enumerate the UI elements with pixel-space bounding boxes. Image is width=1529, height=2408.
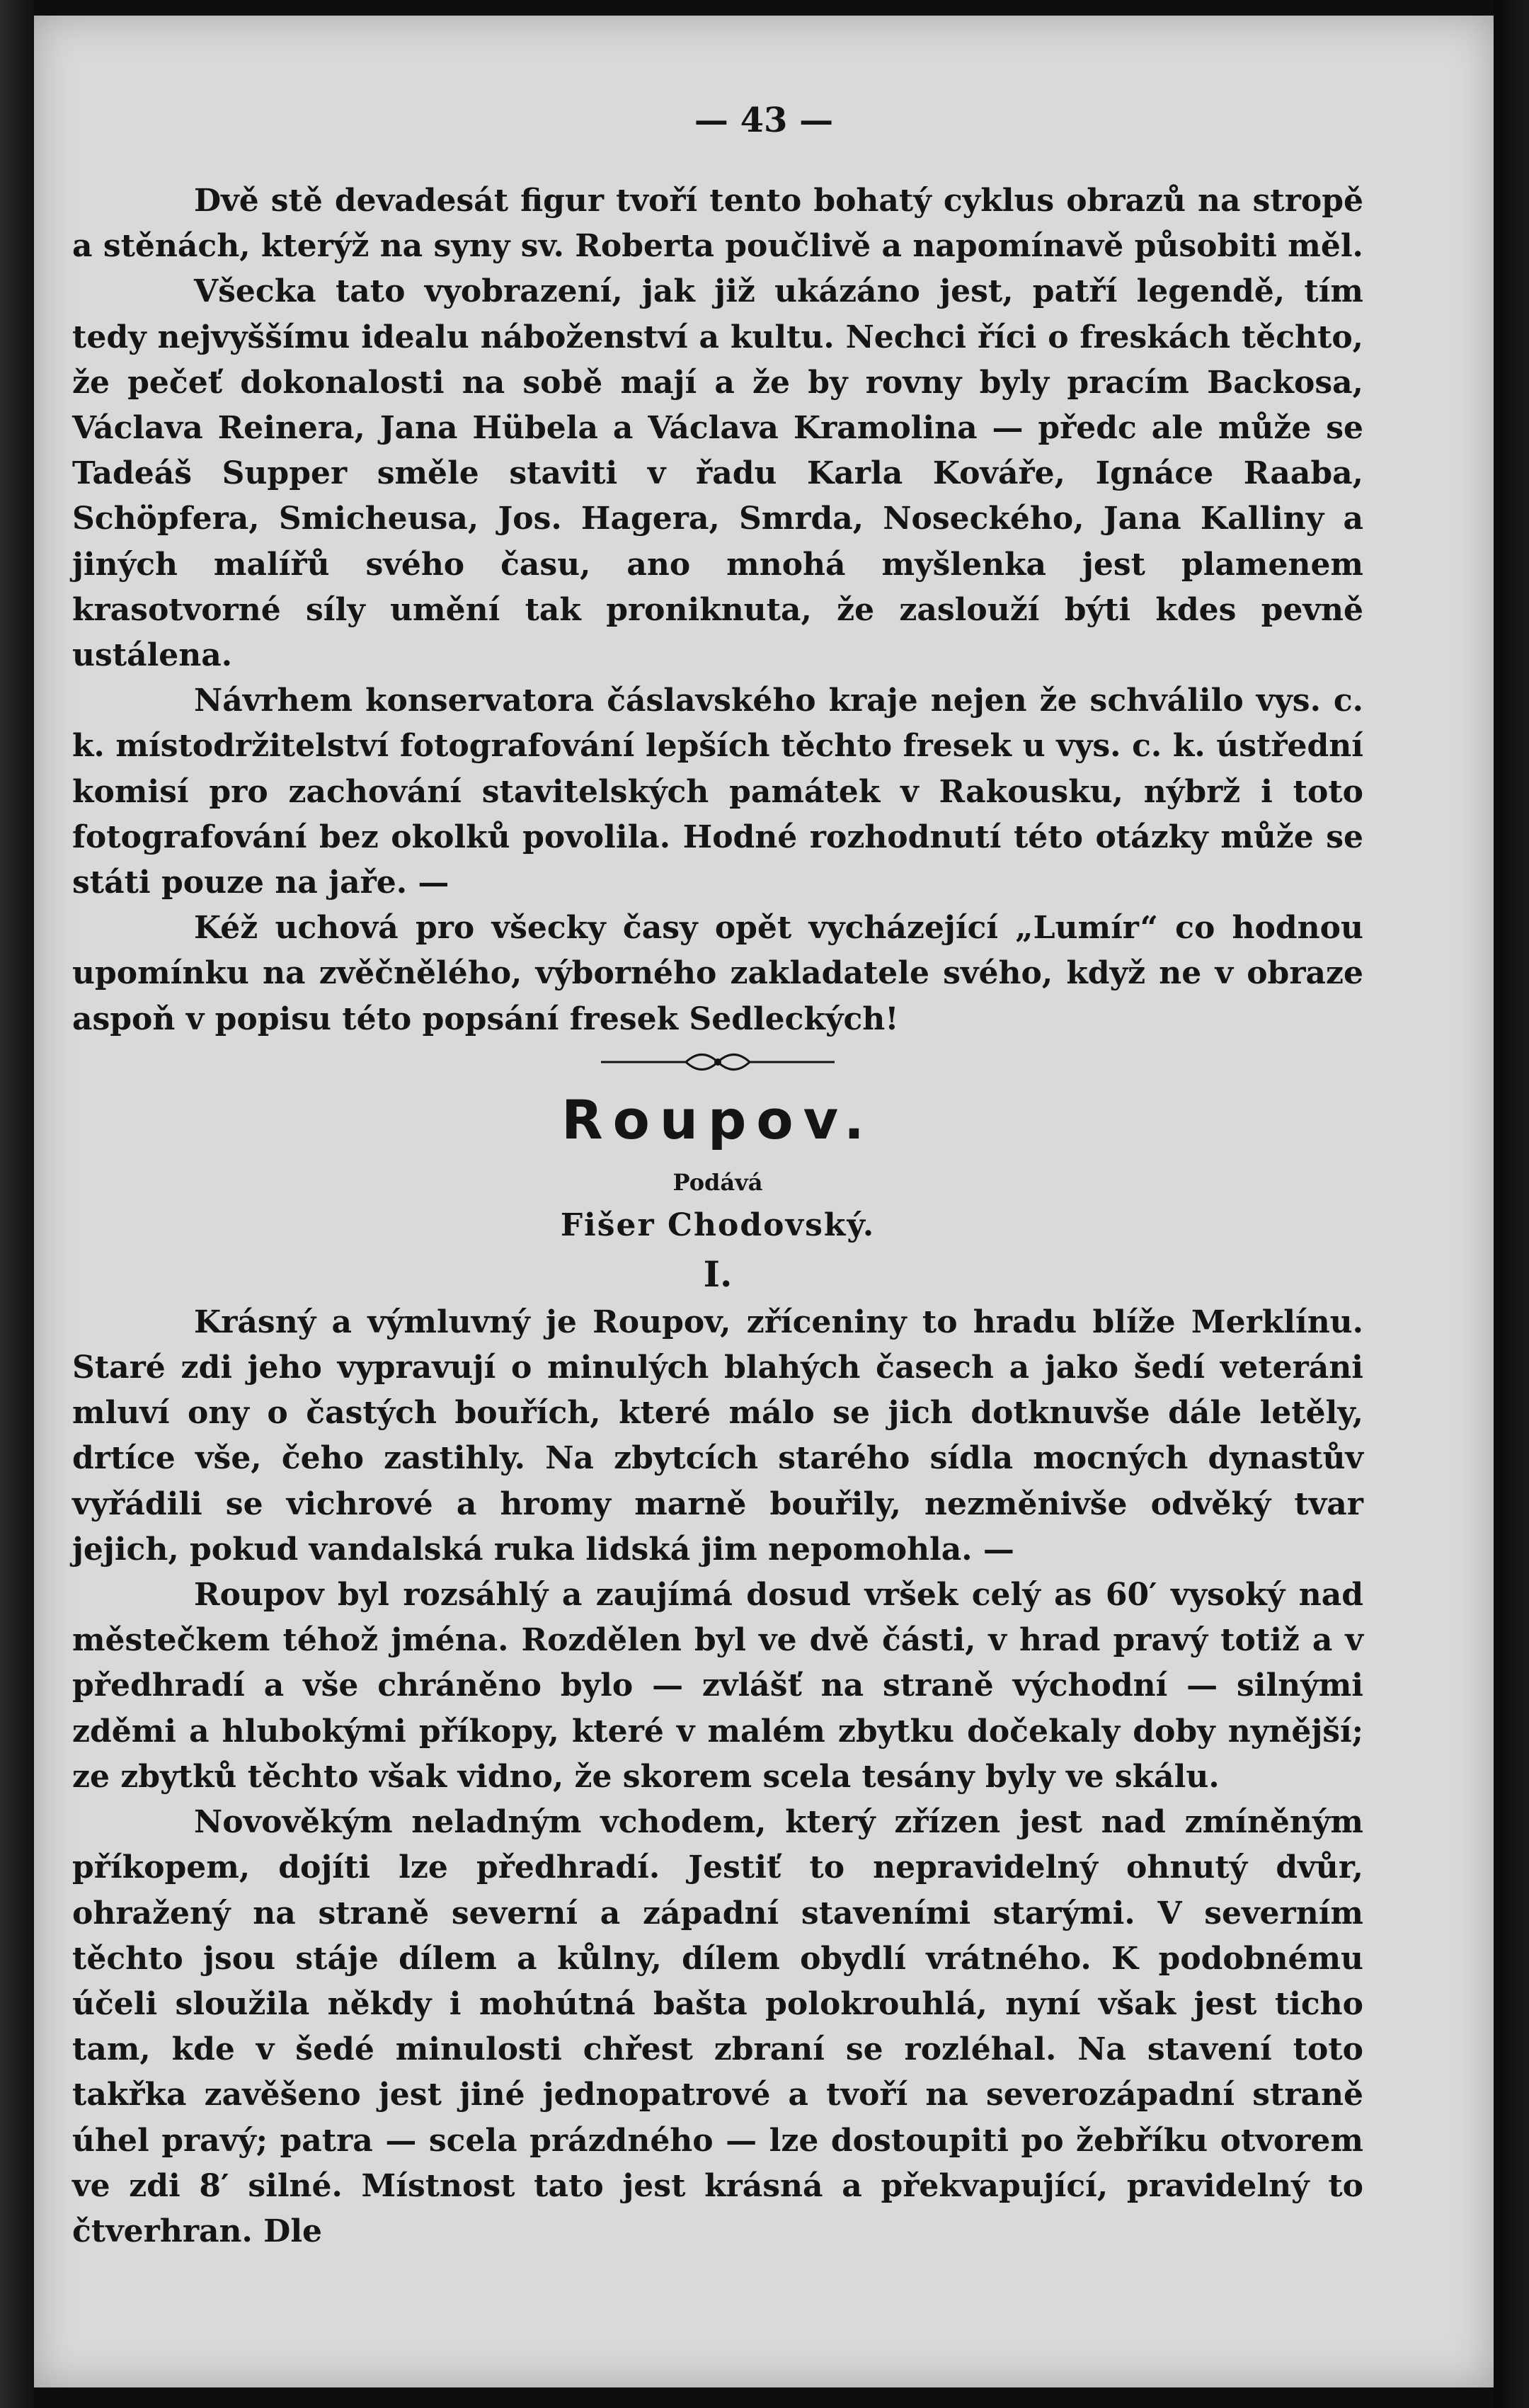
paragraph: Roupov byl rozsáhlý a zaujímá dosud vršek celý as 60′ vysoký nad městečkem téhož jména. Rozdělen byl ve dvě části, v hrad pravý totiž a v předhradí a vše chráněno bylo — zvlášť na straně východní — silnými zděmi a hlubokými příkopy, které v malém zbytku dočekaly doby nynější; ze zbytků těchto však vidno, že skorem scela tesány byly ve skálu.: [72, 1577, 1363, 1795]
article-title: Roupov.: [561, 1088, 874, 1151]
page-text: [72, 178, 1363, 2254]
scan-left-edge: [0, 0, 34, 2408]
divider-ornament-icon: [601, 1048, 835, 1076]
article-byline: Podává: [672, 1168, 763, 1196]
paragraph: Kéž uchová pro všecky časy opět vycházející „Lumír“ co hodnou upomínku na zvěčnělého, výborného zakladatele svého, když ne v obraze aspoň v popisu této popsání fresek Sedleckých!: [72, 910, 1363, 1037]
paragraph: Návrhem konservatora čáslavského kraje nejen že schválilo vys. c. k. místodržitelství fotografování lepších těchto fresek u vys. c. k. ústřední komisí pro zachování stavitelských památek v Rakousku, nýbrž i toto fotografování bez okolků povolila. Hodné rozhodnutí této otázky může se státi pouze na jaře. —: [72, 683, 1363, 901]
scan-right-edge: [1494, 0, 1529, 2408]
book-page: [34, 16, 1494, 2387]
section-number: I.: [703, 1252, 733, 1295]
page-number: — 43 —: [694, 101, 834, 140]
paragraph: Novověkým neladným vchodem, který zřízen jest nad zmíněným příkopem, dojíti lze předhradí. Jestiť to nepravidelný ohnutý dvůr, ohražený na straně severní a západní staveními starými. V severním těchto jsou stáje dílem a kůlny, dílem obydlí vrátného. K podobnému účeli sloužila někdy i mohútná bašta polokrouhlá, nyní však jest ticho tam, kde v šedé minulosti chřest zbraní se rozléhal. Na stavení toto takřka zavěšeno jest jiné jednopatrové a tvoří na severozápadní straně úhel pravý; patra — scela prázdného — lze dostoupiti po žebříku otvorem ve zdi 8′ silné. Místnost tato jest krásná a překvapující, pravidelný to čtverhran. Dle: [72, 1804, 1363, 2249]
paragraph: Dvě stě devadesát figur tvoří tento bohatý cyklus obrazů na stropě a stěnách, kterýž na syny sv. Roberta poučlivě a napomínavě působiti měl.: [72, 183, 1363, 265]
paragraph: Krásný a výmluvný je Roupov, zříceniny to hradu blíže Merklínu. Staré zdi jeho vypravují o minulých blahých časech a jako šedí veteráni mluví ony o častých bouřích, které málo se jich dotknuvše dále letěly, drtíce vše, čeho zastihly. Na zbytcích starého sídla mocných dynastův vyřádili se vichrové a hromy marně bouřily, nezměnivše odvěký tvar jejich, pokud vandalská ruka lidská jim nepomohla. —: [72, 1303, 1363, 1568]
article-author: Fišer Chodovský.: [560, 1206, 876, 1243]
paragraph: Všecka tato vyobrazení, jak již ukázáno jest, patří legendě, tím tedy nejvyššímu idealu náboženství a kultu. Nechci říci o freskách těchto, že pečeť dokonalosti na sobě mají a že by rovny byly pracím Backosa, Václava Reinera, Jana Hübela a Václava Kramolina — předc ale může se Tadeáš Supper směle staviti v řadu Karla Kováře, Ignáce Raaba, Schöpfera, Smicheusa, Jos. Hagera, Smrda, Noseckého, Jana Kalliny a jiných malířů svého času, ano mnohá myšlenka jest plamenem krasotvorné síly umění tak proniknuta, že zaslouží býti kdes pevně ustálena.: [72, 273, 1363, 674]
